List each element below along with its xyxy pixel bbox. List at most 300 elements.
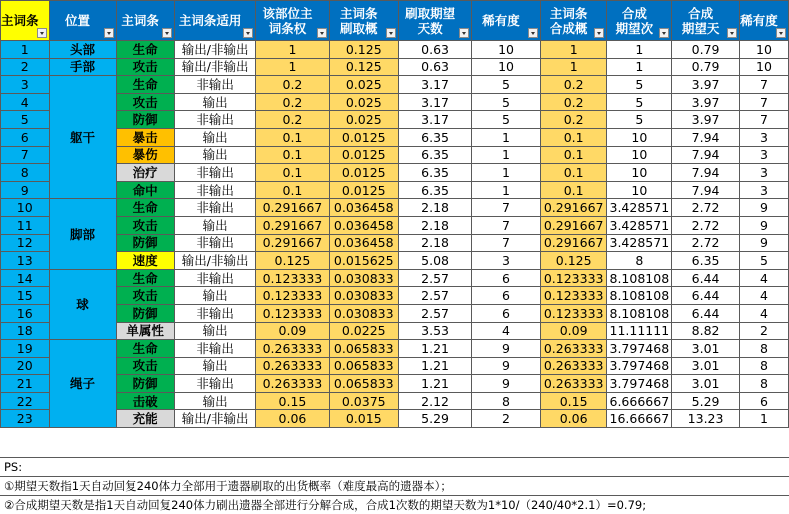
cell-drop-days[interactable]: 2.57 — [398, 269, 471, 287]
cell-synth-count[interactable]: 3.797468 — [607, 340, 672, 358]
cell-weight[interactable]: 0.15 — [256, 392, 329, 410]
cell-drop-days[interactable]: 1.21 — [398, 357, 471, 375]
cell-synth-days[interactable]: 5.29 — [672, 392, 740, 410]
cell-weight[interactable]: 0.06 — [256, 410, 329, 428]
cell-synth-days[interactable]: 3.97 — [672, 111, 740, 129]
cell-synth-count[interactable]: 1 — [607, 58, 672, 76]
cell-rarity2[interactable]: 2 — [739, 322, 788, 340]
filter-dropdown-icon[interactable] — [659, 28, 669, 38]
cell-applicable[interactable]: 输出 — [174, 392, 255, 410]
cell-drop-days[interactable]: 3.17 — [398, 111, 471, 129]
column-header-label: 稀有度 — [740, 13, 778, 28]
cell-synth-prob[interactable]: 0.1 — [540, 146, 607, 164]
cell-rarity[interactable]: 1 — [472, 181, 541, 199]
cell-rarity[interactable]: 9 — [472, 375, 541, 393]
cell-weight[interactable]: 0.2 — [256, 111, 329, 129]
cell-id[interactable]: 7 — [1, 146, 50, 164]
cell-synth-days[interactable]: 3.01 — [672, 340, 740, 358]
filter-dropdown-icon[interactable] — [37, 28, 47, 38]
column-header[interactable] — [1, 1, 50, 41]
cell-applicable[interactable]: 非输出 — [174, 164, 255, 182]
cell-synth-days[interactable]: 13.23 — [672, 410, 740, 428]
cell-id[interactable]: 15 — [1, 287, 50, 305]
cell-synth-prob[interactable]: 0.2 — [540, 93, 607, 111]
cell-main-stat[interactable]: 攻击 — [116, 287, 174, 305]
column-header[interactable] — [739, 1, 788, 41]
cell-weight[interactable]: 1 — [256, 41, 329, 59]
cell-synth-count[interactable]: 8.108108 — [607, 269, 672, 287]
cell-synth-days[interactable]: 6.35 — [672, 252, 740, 270]
cell-drop-days[interactable]: 1.21 — [398, 375, 471, 393]
cell-synth-count[interactable]: 3.428571 — [607, 234, 672, 252]
cell-drop-prob[interactable]: 0.030833 — [329, 304, 398, 322]
cell-synth-count[interactable]: 16.66667 — [607, 410, 672, 428]
cell-drop-days[interactable]: 3.53 — [398, 322, 471, 340]
cell-rarity[interactable]: 4 — [472, 322, 541, 340]
note-line[interactable]: ①期望天数指1天自动回复240体力全部用于遗器刷取的出货概率（难度最高的遗器本）； — [0, 476, 789, 495]
cell-applicable[interactable]: 输出/非输出 — [174, 41, 255, 59]
cell-drop-prob[interactable]: 0.0125 — [329, 146, 398, 164]
table-row — [1, 340, 789, 358]
cell-drop-prob[interactable]: 0.030833 — [329, 287, 398, 305]
cell-synth-prob[interactable]: 0.291667 — [540, 234, 607, 252]
cell-applicable[interactable]: 输出 — [174, 128, 255, 146]
cell-synth-prob[interactable]: 0.2 — [540, 76, 607, 94]
table-row — [1, 128, 789, 146]
cell-synth-prob[interactable]: 0.15 — [540, 392, 607, 410]
cell-rarity[interactable]: 1 — [472, 146, 541, 164]
cell-rarity[interactable]: 1 — [472, 128, 541, 146]
table-row — [1, 41, 789, 59]
cell-applicable[interactable]: 非输出 — [174, 234, 255, 252]
column-header[interactable] — [472, 1, 541, 41]
cell-rarity2[interactable]: 8 — [739, 357, 788, 375]
cell-rarity[interactable]: 8 — [472, 392, 541, 410]
cell-applicable[interactable]: 输出/非输出 — [174, 252, 255, 270]
table-row — [1, 146, 789, 164]
filter-dropdown-icon[interactable] — [727, 28, 737, 38]
cell-synth-count[interactable]: 10 — [607, 128, 672, 146]
cell-synth-days[interactable]: 6.44 — [672, 269, 740, 287]
cell-id[interactable]: 4 — [1, 93, 50, 111]
cell-main-stat[interactable]: 防御 — [116, 234, 174, 252]
column-header[interactable] — [116, 1, 174, 41]
cell-weight[interactable]: 0.291667 — [256, 199, 329, 217]
cell-drop-prob[interactable]: 0.036458 — [329, 199, 398, 217]
cell-rarity[interactable]: 7 — [472, 234, 541, 252]
cell-rarity2[interactable]: 7 — [739, 93, 788, 111]
cell-synth-count[interactable]: 3.797468 — [607, 375, 672, 393]
cell-rarity2[interactable]: 8 — [739, 375, 788, 393]
cell-synth-count[interactable]: 5 — [607, 111, 672, 129]
cell-id[interactable]: 21 — [1, 375, 50, 393]
cell-synth-days[interactable]: 8.82 — [672, 322, 740, 340]
cell-rarity2[interactable]: 8 — [739, 340, 788, 358]
table-row — [1, 269, 789, 287]
cell-synth-prob[interactable]: 0.1 — [540, 181, 607, 199]
filter-dropdown-icon[interactable] — [776, 28, 786, 38]
cell-applicable[interactable]: 输出 — [174, 146, 255, 164]
cell-rarity2[interactable]: 9 — [739, 199, 788, 217]
cell-synth-days[interactable]: 7.94 — [672, 128, 740, 146]
cell-synth-count[interactable]: 5 — [607, 93, 672, 111]
cell-rarity[interactable]: 7 — [472, 216, 541, 234]
cell-applicable[interactable]: 输出 — [174, 357, 255, 375]
cell-drop-prob[interactable]: 0.015 — [329, 410, 398, 428]
cell-synth-prob[interactable]: 0.1 — [540, 128, 607, 146]
cell-drop-prob[interactable]: 0.030833 — [329, 269, 398, 287]
cell-id[interactable]: 10 — [1, 199, 50, 217]
cell-synth-count[interactable]: 1 — [607, 41, 672, 59]
cell-rarity2[interactable]: 4 — [739, 287, 788, 305]
cell-drop-prob[interactable]: 0.065833 — [329, 340, 398, 358]
filter-dropdown-icon[interactable] — [594, 28, 604, 38]
cell-rarity2[interactable]: 10 — [739, 58, 788, 76]
cell-main-stat[interactable]: 防御 — [116, 304, 174, 322]
cell-applicable[interactable]: 非输出 — [174, 111, 255, 129]
cell-main-stat[interactable]: 攻击 — [116, 216, 174, 234]
cell-synth-count[interactable]: 11.11111 — [607, 322, 672, 340]
cell-rarity2[interactable]: 3 — [739, 146, 788, 164]
cell-synth-count[interactable]: 3.428571 — [607, 216, 672, 234]
cell-drop-days[interactable]: 6.35 — [398, 146, 471, 164]
cell-drop-prob[interactable]: 0.025 — [329, 111, 398, 129]
cell-drop-days[interactable]: 5.08 — [398, 252, 471, 270]
cell-main-stat[interactable]: 攻击 — [116, 58, 174, 76]
cell-rarity2[interactable]: 3 — [739, 164, 788, 182]
cell-drop-prob[interactable]: 0.0125 — [329, 128, 398, 146]
cell-synth-days[interactable]: 6.44 — [672, 287, 740, 305]
cell-applicable[interactable]: 非输出 — [174, 76, 255, 94]
cell-main-stat[interactable]: 治疗 — [116, 164, 174, 182]
cell-synth-count[interactable]: 8.108108 — [607, 304, 672, 322]
cell-id[interactable]: 3 — [1, 76, 50, 94]
filter-dropdown-icon[interactable] — [317, 28, 327, 38]
cell-main-stat[interactable]: 速度 — [116, 252, 174, 270]
cell-id[interactable]: 19 — [1, 340, 50, 358]
cell-drop-prob[interactable]: 0.025 — [329, 93, 398, 111]
cell-position[interactable]: 头部 — [49, 41, 116, 59]
cell-rarity2[interactable]: 3 — [739, 181, 788, 199]
cell-drop-days[interactable]: 5.29 — [398, 410, 471, 428]
cell-weight[interactable]: 0.263333 — [256, 340, 329, 358]
cell-synth-prob[interactable]: 1 — [540, 41, 607, 59]
cell-synth-prob[interactable]: 0.1 — [540, 164, 607, 182]
cell-synth-prob[interactable]: 0.291667 — [540, 199, 607, 217]
table-row — [1, 410, 789, 428]
cell-weight[interactable]: 0.1 — [256, 146, 329, 164]
cell-applicable[interactable]: 非输出 — [174, 375, 255, 393]
cell-main-stat[interactable]: 生命 — [116, 76, 174, 94]
cell-synth-prob[interactable]: 0.09 — [540, 322, 607, 340]
cell-rarity[interactable]: 9 — [472, 357, 541, 375]
column-header-label: 合成 期望天 — [681, 5, 720, 36]
column-header[interactable] — [256, 1, 329, 41]
table-body — [1, 41, 789, 428]
cell-weight[interactable]: 0.123333 — [256, 304, 329, 322]
cell-weight[interactable]: 0.1 — [256, 164, 329, 182]
cell-drop-days[interactable]: 6.35 — [398, 181, 471, 199]
cell-drop-days[interactable]: 1.21 — [398, 340, 471, 358]
cell-rarity2[interactable]: 4 — [739, 269, 788, 287]
cell-main-stat[interactable]: 防御 — [116, 111, 174, 129]
cell-synth-prob[interactable]: 0.06 — [540, 410, 607, 428]
cell-main-stat[interactable]: 生命 — [116, 269, 174, 287]
cell-weight[interactable]: 0.263333 — [256, 375, 329, 393]
cell-synth-count[interactable]: 10 — [607, 164, 672, 182]
cell-id[interactable]: 20 — [1, 357, 50, 375]
cell-synth-prob[interactable]: 0.263333 — [540, 340, 607, 358]
cell-drop-days[interactable]: 6.35 — [398, 164, 471, 182]
cell-rarity[interactable]: 5 — [472, 111, 541, 129]
table-row — [1, 111, 789, 129]
note-line[interactable]: ②合成期望天数是指1天自动回复240体力刷出遗器全部进行分解合成，合成1次数的期望天数为1*10/（240/40*2.1）=0.79; — [0, 495, 789, 514]
cell-applicable[interactable]: 输出/非输出 — [174, 410, 255, 428]
cell-rarity2[interactable]: 9 — [739, 234, 788, 252]
cell-synth-count[interactable]: 10 — [607, 181, 672, 199]
cell-main-stat[interactable]: 生命 — [116, 41, 174, 59]
filter-dropdown-icon[interactable] — [162, 28, 172, 38]
cell-synth-count[interactable]: 3.797468 — [607, 357, 672, 375]
cell-drop-days[interactable]: 0.63 — [398, 58, 471, 76]
cell-main-stat[interactable]: 攻击 — [116, 93, 174, 111]
cell-main-stat[interactable]: 暴伤 — [116, 146, 174, 164]
cell-synth-count[interactable]: 10 — [607, 146, 672, 164]
column-header[interactable] — [540, 1, 607, 41]
cell-drop-prob[interactable]: 0.065833 — [329, 375, 398, 393]
table-row — [1, 216, 789, 234]
cell-synth-count[interactable]: 8 — [607, 252, 672, 270]
cell-weight[interactable]: 0.291667 — [256, 216, 329, 234]
cell-position[interactable]: 手部 — [49, 58, 116, 76]
cell-drop-prob[interactable]: 0.0125 — [329, 181, 398, 199]
column-header-label: 主词条 — [1, 13, 39, 28]
cell-rarity2[interactable]: 3 — [739, 128, 788, 146]
cell-id[interactable]: 5 — [1, 111, 50, 129]
table-row — [1, 199, 789, 217]
cell-applicable[interactable]: 非输出 — [174, 340, 255, 358]
filter-dropdown-icon[interactable] — [459, 28, 469, 38]
cell-id[interactable]: 16 — [1, 304, 50, 322]
cell-id[interactable]: 1 — [1, 41, 50, 59]
cell-rarity2[interactable]: 1 — [739, 410, 788, 428]
cell-drop-prob[interactable]: 0.036458 — [329, 216, 398, 234]
cell-synth-days[interactable]: 0.79 — [672, 41, 740, 59]
cell-synth-days[interactable]: 7.94 — [672, 164, 740, 182]
cell-id[interactable]: 6 — [1, 128, 50, 146]
cell-main-stat[interactable]: 生命 — [116, 340, 174, 358]
table-row — [1, 357, 789, 375]
cell-main-stat[interactable]: 击破 — [116, 392, 174, 410]
cell-synth-prob[interactable]: 0.125 — [540, 252, 607, 270]
cell-applicable[interactable]: 非输出 — [174, 181, 255, 199]
column-header-label: 位置 — [65, 13, 91, 28]
cell-main-stat[interactable]: 攻击 — [116, 357, 174, 375]
filter-dropdown-icon[interactable] — [104, 28, 114, 38]
cell-drop-prob[interactable]: 0.015625 — [329, 252, 398, 270]
cell-applicable[interactable]: 输出 — [174, 322, 255, 340]
cell-synth-count[interactable]: 5 — [607, 76, 672, 94]
cell-synth-count[interactable]: 6.666667 — [607, 392, 672, 410]
cell-rarity[interactable]: 6 — [472, 287, 541, 305]
cell-drop-prob[interactable]: 0.0375 — [329, 392, 398, 410]
cell-weight[interactable]: 1 — [256, 58, 329, 76]
column-header[interactable] — [329, 1, 398, 41]
cell-main-stat[interactable]: 暴击 — [116, 128, 174, 146]
cell-applicable[interactable]: 输出 — [174, 287, 255, 305]
filter-dropdown-icon[interactable] — [528, 28, 538, 38]
header-row — [1, 1, 789, 41]
cell-weight[interactable]: 0.123333 — [256, 269, 329, 287]
cell-position[interactable]: 脚部 — [49, 199, 116, 269]
cell-drop-prob[interactable]: 0.065833 — [329, 357, 398, 375]
cell-id[interactable]: 2 — [1, 58, 50, 76]
cell-weight[interactable]: 0.1 — [256, 181, 329, 199]
cell-drop-days[interactable]: 2.18 — [398, 216, 471, 234]
cell-main-stat[interactable]: 命中 — [116, 181, 174, 199]
column-header-label: 主词条 合成概 — [549, 5, 588, 36]
cell-rarity2[interactable]: 5 — [739, 252, 788, 270]
cell-applicable[interactable]: 非输出 — [174, 269, 255, 287]
table-row — [1, 234, 789, 252]
cell-applicable[interactable]: 输出 — [174, 216, 255, 234]
cell-drop-days[interactable]: 2.57 — [398, 287, 471, 305]
cell-synth-prob[interactable]: 0.263333 — [540, 375, 607, 393]
cell-rarity2[interactable]: 10 — [739, 41, 788, 59]
cell-main-stat[interactable]: 生命 — [116, 199, 174, 217]
cell-weight[interactable]: 0.123333 — [256, 287, 329, 305]
table-row — [1, 375, 789, 393]
cell-synth-prob[interactable]: 0.2 — [540, 111, 607, 129]
cell-weight[interactable]: 0.125 — [256, 252, 329, 270]
cell-rarity2[interactable]: 9 — [739, 216, 788, 234]
cell-applicable[interactable]: 输出/非输出 — [174, 58, 255, 76]
cell-id[interactable]: 22 — [1, 392, 50, 410]
cell-id[interactable]: 18 — [1, 322, 50, 340]
cell-id[interactable]: 13 — [1, 252, 50, 270]
cell-synth-days[interactable]: 7.94 — [672, 146, 740, 164]
cell-drop-days[interactable]: 2.57 — [398, 304, 471, 322]
cell-id[interactable]: 8 — [1, 164, 50, 182]
cell-drop-prob[interactable]: 0.036458 — [329, 234, 398, 252]
cell-id[interactable]: 14 — [1, 269, 50, 287]
cell-position[interactable]: 躯干 — [49, 76, 116, 199]
cell-drop-prob[interactable]: 0.0225 — [329, 322, 398, 340]
cell-synth-days[interactable]: 7.94 — [672, 181, 740, 199]
cell-synth-prob[interactable]: 0.123333 — [540, 287, 607, 305]
column-header-label: 主词条 — [121, 13, 159, 28]
cell-synth-days[interactable]: 3.01 — [672, 357, 740, 375]
cell-drop-days[interactable]: 3.17 — [398, 93, 471, 111]
cell-rarity[interactable]: 1 — [472, 164, 541, 182]
cell-drop-prob[interactable]: 0.125 — [329, 41, 398, 59]
cell-main-stat[interactable]: 防御 — [116, 375, 174, 393]
cell-position[interactable]: 绳子 — [49, 340, 116, 428]
cell-weight[interactable]: 0.263333 — [256, 357, 329, 375]
cell-synth-days[interactable]: 3.01 — [672, 375, 740, 393]
cell-rarity[interactable]: 5 — [472, 93, 541, 111]
cell-drop-prob[interactable]: 0.025 — [329, 76, 398, 94]
cell-drop-prob[interactable]: 0.0125 — [329, 164, 398, 182]
table-row — [1, 392, 789, 410]
cell-rarity2[interactable]: 7 — [739, 111, 788, 129]
column-header[interactable] — [607, 1, 672, 41]
cell-id[interactable]: 9 — [1, 181, 50, 199]
cell-weight[interactable]: 0.2 — [256, 93, 329, 111]
table-row — [1, 287, 789, 305]
cell-rarity[interactable]: 2 — [472, 410, 541, 428]
cell-drop-days[interactable]: 6.35 — [398, 128, 471, 146]
cell-rarity[interactable]: 7 — [472, 199, 541, 217]
cell-rarity[interactable]: 3 — [472, 252, 541, 270]
cell-drop-days[interactable]: 2.12 — [398, 392, 471, 410]
cell-synth-prob[interactable]: 1 — [540, 58, 607, 76]
cell-weight[interactable]: 0.09 — [256, 322, 329, 340]
cell-drop-days[interactable]: 3.17 — [398, 76, 471, 94]
cell-main-stat[interactable]: 单属性 — [116, 322, 174, 340]
cell-synth-days[interactable]: 6.44 — [672, 304, 740, 322]
cell-main-stat[interactable]: 充能 — [116, 410, 174, 428]
cell-applicable[interactable]: 非输出 — [174, 199, 255, 217]
cell-synth-prob[interactable]: 0.123333 — [540, 269, 607, 287]
cell-synth-days[interactable]: 3.97 — [672, 93, 740, 111]
column-header[interactable] — [174, 1, 255, 41]
cell-applicable[interactable]: 非输出 — [174, 304, 255, 322]
cell-id[interactable]: 11 — [1, 216, 50, 234]
cell-synth-count[interactable]: 3.428571 — [607, 199, 672, 217]
cell-synth-prob[interactable]: 0.123333 — [540, 304, 607, 322]
cell-synth-days[interactable]: 2.72 — [672, 234, 740, 252]
column-header[interactable] — [398, 1, 471, 41]
filter-dropdown-icon[interactable] — [243, 28, 253, 38]
cell-drop-days[interactable]: 0.63 — [398, 41, 471, 59]
cell-rarity[interactable]: 6 — [472, 269, 541, 287]
cell-applicable[interactable]: 输出 — [174, 93, 255, 111]
note-line[interactable]: PS: — [0, 457, 789, 476]
cell-rarity[interactable]: 10 — [472, 58, 541, 76]
cell-rarity[interactable]: 10 — [472, 41, 541, 59]
cell-position[interactable]: 球 — [49, 269, 116, 339]
cell-weight[interactable]: 0.291667 — [256, 234, 329, 252]
table-row — [1, 304, 789, 322]
cell-weight[interactable]: 0.1 — [256, 128, 329, 146]
cell-synth-days[interactable]: 3.97 — [672, 76, 740, 94]
cell-drop-days[interactable]: 2.18 — [398, 234, 471, 252]
cell-rarity[interactable]: 9 — [472, 340, 541, 358]
cell-rarity2[interactable]: 6 — [739, 392, 788, 410]
table-row — [1, 164, 789, 182]
column-header[interactable] — [672, 1, 740, 41]
cell-rarity[interactable]: 5 — [472, 76, 541, 94]
cell-synth-days[interactable]: 0.79 — [672, 58, 740, 76]
cell-drop-days[interactable]: 2.18 — [398, 199, 471, 217]
table-row — [1, 322, 789, 340]
cell-weight[interactable]: 0.2 — [256, 76, 329, 94]
cell-drop-prob[interactable]: 0.125 — [329, 58, 398, 76]
cell-id[interactable]: 12 — [1, 234, 50, 252]
cell-synth-prob[interactable]: 0.291667 — [540, 216, 607, 234]
cell-id[interactable]: 23 — [1, 410, 50, 428]
cell-synth-count[interactable]: 8.108108 — [607, 287, 672, 305]
filter-dropdown-icon[interactable] — [386, 28, 396, 38]
cell-synth-days[interactable]: 2.72 — [672, 216, 740, 234]
cell-rarity2[interactable]: 7 — [739, 76, 788, 94]
cell-synth-prob[interactable]: 0.263333 — [540, 357, 607, 375]
column-header[interactable] — [49, 1, 116, 41]
cell-rarity[interactable]: 6 — [472, 304, 541, 322]
cell-synth-days[interactable]: 2.72 — [672, 199, 740, 217]
cell-rarity2[interactable]: 4 — [739, 304, 788, 322]
